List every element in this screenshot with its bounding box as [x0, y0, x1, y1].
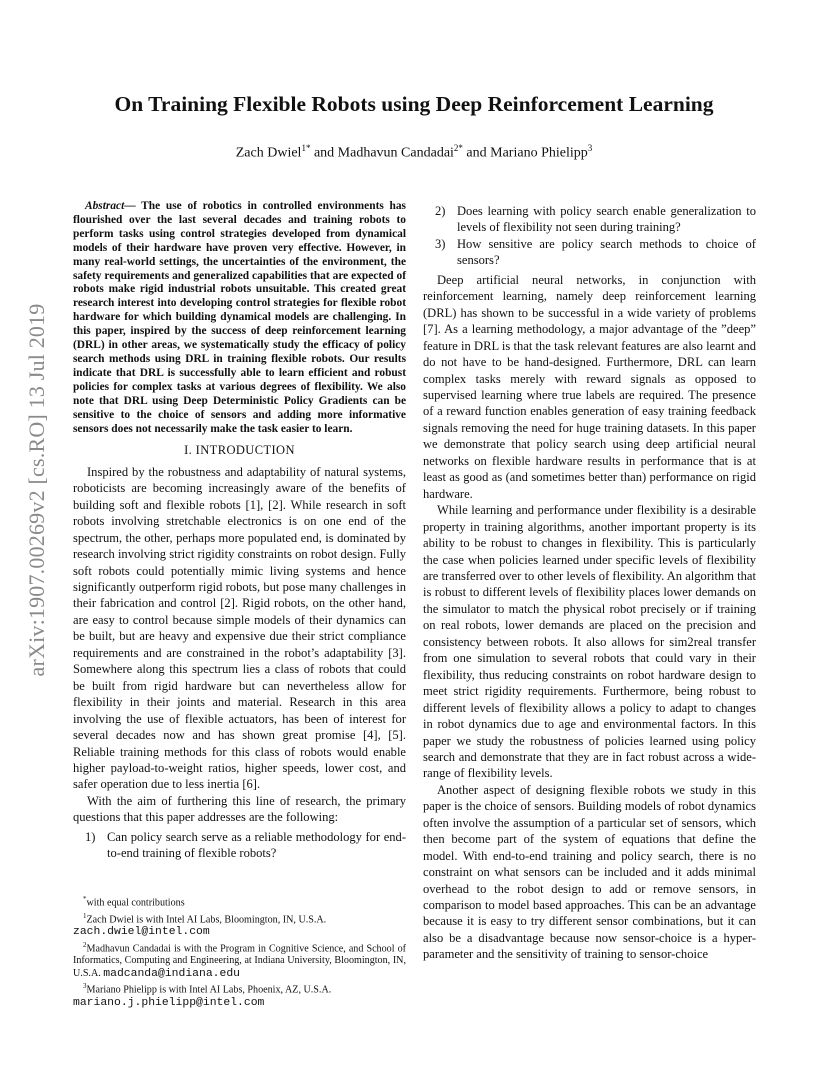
footnote	[73, 980, 406, 1009]
footnote-email: mariano.j.phielipp@intel.com	[73, 996, 265, 1009]
footnote-mark: 2	[83, 940, 87, 949]
question-item	[73, 829, 406, 862]
footnote-text: with equal contributions	[86, 897, 185, 909]
footnote-text: Madhavun Candadai is with the Program in Cognitive Science, and School of Informatics, Computing and Engineering, at Indiana University, Bloomington, IN, U.S.A.	[73, 942, 406, 979]
question-text: Can policy search serve as a reliable methodology for end-to-end training of flexible robots?	[107, 829, 406, 861]
author-name: Mariano Phielipp	[490, 145, 588, 161]
body-paragraph: With the aim of furthering this line of research, the primary questions that this paper addresses are the following:	[73, 793, 406, 825]
question-number: 1)	[85, 829, 96, 844]
abstract-label: Abstract	[85, 200, 125, 212]
question-item	[423, 203, 756, 236]
author-name: Zach Dwiel	[235, 145, 302, 161]
body-paragraph: Inspired by the robustness and adaptability of natural systems, roboticists are becoming increasingly aware of the benefits of building soft and flexible robots [1], [2]. While research in soft robots involving stretchable electronics is on one end of the spectrum, the other, perhaps more populated end, is dominated by research involving strict rigidity constraints on robot design. Fully soft robots could potentially mimic living systems and hence significantly outperform rigid robots, but pose many challenges in their fabrication and control [2]. Rigid robots, on the other hand, are easy to control because simple models of their dynamics can be built, but are heavy and expensive due their strict compliance requirements and are constrained in the robot’s adaptability [3]. Somewhere along this spectrum lies a class of robots that could be built from rigid hardware but can nevertheless allow for flexibility in their joints and material. Research in this area involving the use of flexible actuators, has been of interest for several decades now and has shown great promise [4], [5]. Reliable training methods for this class of robots would enable higher payload-to-weight ratios, higher speeds, lower cost, and safer operation due to less inertia [6].	[73, 464, 406, 792]
body-paragraph: Another aspect of designing flexible robots we study in this paper is the choice of sensors. Building models of robot dynamics often involve the assumption of a particular set of sensors, which then become part of the system of equations that define the model. With end-to-end training and policy search, there is no constraint on what sensors can be included and it adds minimal overhead to the robot design to add or remove sensors, in comparison to model based approaches. This can be an advantage because it is easy to try different sensor combinations, but it can also be a disadvantage because now sensor-choice is a hyper-parameter and the sensitivity of training to sensor-choice	[423, 782, 756, 962]
question-list-continued	[423, 203, 756, 269]
left-column	[73, 200, 406, 865]
footnote	[73, 910, 406, 939]
author-line	[60, 143, 768, 162]
right-column	[423, 200, 756, 963]
paper-title: On Training Flexible Robots using Deep Reinforcement Learning	[114, 92, 714, 116]
author-affiliation-mark: 1*	[301, 143, 311, 153]
footnote-mark: *	[83, 895, 87, 903]
footnote-mark: 1	[83, 911, 87, 920]
footnotes	[73, 893, 406, 1009]
body-paragraph: Deep artificial neural networks, in conjunction with reinforcement learning, namely deep reinforcement learning (DRL) has shown to be successful in a wide variety of problems [7]. As a learning methodology, a major advantage of the ”deep” feature in DRL is that the task relevant features are also learnt and do not have to be hand-designed. Furthermore, DRL can learn complex tasks merely with reward signals as opposed to supervised learning where true labels are required. The presence of a reward function enables generation of easy training feedback signals removing the need for huge training datasets. In this paper we demonstrate that policy search using deep artificial neural networks on flexible hardware results in performance that is at least as good as (and sometimes better than) performance on rigid hardware.	[423, 272, 756, 501]
arxiv-identifier-sidebar	[20, 300, 54, 680]
body-paragraph: While learning and performance under flexibility is a desirable property in training algorithms, another important property is its ability to be robust to changes in flexibility. This is particularly the case when policies learned under specific levels of flexibility are transferred over to other levels of flexibility. An algorithm that is robust to different levels of flexibility places lower demands on the simulator to match the physical robot precisely or if training on real robots, lower demands are placed on the precision and consistency between robots. It also allows for sim2real transfer from one simulation to several robots that could vary in their flexibility, thus reducing constraints on robot hardware design to meet strict rigidity requirements. Furthermore, being robust to different levels of flexibility allows a policy to adapt to changes in robot dynamics due to age and environmental factors. In this paper we study the robustness of policies learned using policy search and demonstrate that they are in fact robust across a wide-range of flexibility levels.	[423, 503, 756, 781]
question-text: Does learning with policy search enable generalization to levels of flexibility not seen during training?	[457, 204, 756, 235]
footnote-email: zach.dwiel@intel.com	[73, 926, 210, 939]
author-affiliation-mark: 3	[587, 143, 593, 153]
footnote	[73, 939, 406, 980]
author-connector: and	[462, 145, 491, 161]
section-heading: I. INTRODUCTION	[184, 443, 295, 458]
question-number: 2)	[435, 204, 446, 218]
author-name: Madhavun Candadai	[337, 145, 454, 161]
footnote-text: Zach Dwiel is with Intel AI Labs, Bloomington, IN, U.S.A.	[86, 914, 327, 926]
footnote-mark: 3	[83, 981, 87, 990]
question-text: How sensitive are policy search methods to choice of sensors?	[457, 236, 756, 268]
author-affiliation-mark: 2*	[453, 143, 463, 153]
question-item	[423, 236, 756, 269]
abstract-text: — The use of robotics in controlled environments has flourished over the last several decades and training robots to perform tasks using control strategies developed from dynamical models of their hardware have proven very effective. However, in many real-world settings, the uncertainties of the environment, the safety requirements and generalized capabilities that are expected of robots make rigid industrial robots unsuitable. This created great research interest into developing control strategies for flexible robot hardware for which building dynamical models are challenging. In this paper, inspired by the success of deep reinforcement learning (DRL) in other areas, we systematically study the efficacy of policy search methods using DRL in training flexible robots. Our results indicate that DRL is successfully able to learn efficient and robust policies for complex tasks at various degrees of flexibility. We also note that DRL using Deep Deterministic Policy Gradients can be sensitive to the choice of sensors and adding more informative sensors does not necessarily make the task easier to learn.	[73, 200, 406, 435]
abstract	[73, 200, 406, 436]
footnote-text: Mariano Phielipp is with Intel AI Labs, Phoenix, AZ, U.S.A.	[86, 984, 332, 996]
footnote-email: madcanda@indiana.edu	[103, 967, 241, 980]
author-connector: and	[310, 145, 338, 161]
question-number: 3)	[435, 236, 446, 251]
question-list	[73, 829, 406, 862]
footnote	[73, 893, 406, 910]
arxiv-identifier: arXiv:1907.00269v2 [cs.RO] 13 Jul 2019	[24, 303, 49, 677]
